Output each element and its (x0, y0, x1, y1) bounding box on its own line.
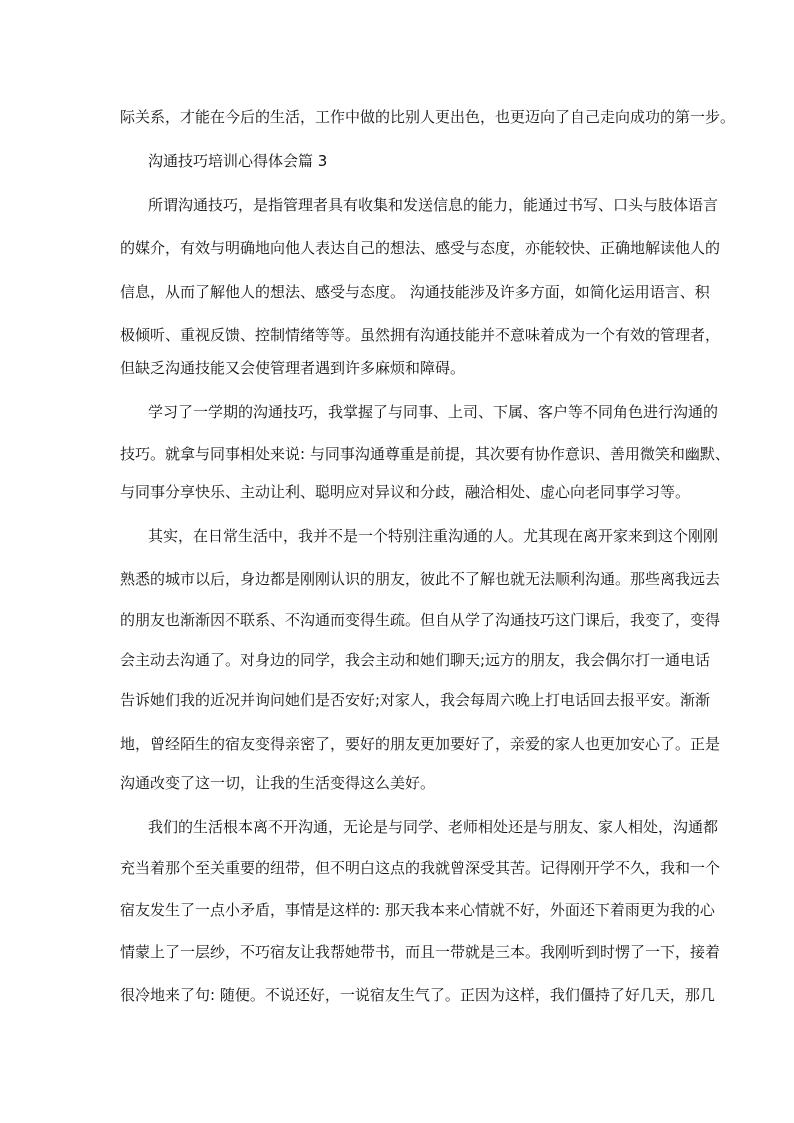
section-heading: 沟通技巧培训心得体会篇 3 (148, 152, 328, 170)
paragraph-line: 地，曾经陌生的宿友变得亲密了，要好的朋友更加要好了，亲爱的家人也更加安心了。正是 (120, 735, 721, 753)
paragraph-line: 学习了一学期的沟通技巧，我掌握了与同事、上司、下属、客户等不同角色进行沟通的 (148, 403, 719, 421)
paragraph-line: 技巧。就拿与同事相处来说: 与同事沟通尊重是前提，其次要有协作意识、善用微笑和幽默、 (120, 445, 730, 463)
paragraph-line: 沟通改变了这一切，让我的生活变得这么美好。 (120, 774, 436, 792)
paragraph-line: 很冷地来了句: 随便。不说还好，一说宿友生气了。正因为这样，我们僵持了好几天，那几 (120, 986, 715, 1004)
paragraph-line: 情蒙上了一层纱，不巧宿友让我帮她带书，而且一带就是三本。我刚听到时愣了一下，接着 (120, 943, 721, 961)
paragraph-line: 所谓沟通技巧，是指管理者具有收集和发送信息的能力，能通过书写、口头与肢体语言 (148, 196, 719, 214)
paragraph-line: 但缺乏沟通技能又会使管理者遇到许多麻烦和障碍。 (120, 359, 466, 377)
paragraph-line: 的媒介，有效与明确地向他人表达自己的想法、感受与态度，亦能较快、正确地解读他人的 (120, 239, 721, 257)
paragraph-line: 我们的生活根本离不开沟通，无论是与同学、老师相处还是与朋友、家人相处，沟通都 (148, 818, 719, 836)
paragraph-line: 告诉她们我的近况并询问她们是否安好;对家人，我会每周六晚上打电话回去报平安。渐渐 (120, 691, 711, 709)
paragraph-line: 极倾听、重视反馈、控制情绪等等。虽然拥有沟通技能并不意味着成为一个有效的管理者， (120, 326, 721, 344)
paragraph-line: 其实，在日常生活中，我并不是一个特别注重沟通的人。尤其现在离开家来到这个刚刚 (148, 527, 719, 545)
paragraph-line: 充当着那个至关重要的纽带，但不明白这点的我就曾深受其苦。记得刚开学不久，我和一个 (120, 859, 721, 877)
paragraph-line: 会主动去沟通了。对身边的同学，我会主动和她们聊天;远方的朋友，我会偶尔打一通电话 (120, 651, 711, 669)
paragraph-line: 际关系，才能在今后的生活，工作中做的比别人更出色，也更迈向了自己走向成功的第一步。 (120, 108, 736, 126)
paragraph-line: 与同事分享快乐、主动让利、聪明应对异议和分歧，融洽相处、虚心向老同事学习等。 (120, 483, 691, 501)
paragraph-line: 信息，从而了解他人的想法、感受与态度。 沟通技能涉及许多方面，如简化运用语言、积 (120, 283, 710, 301)
paragraph-line: 熟悉的城市以后，身边都是刚刚认识的朋友，彼此不了解也就无法顺利沟通。那些离我远去 (120, 570, 721, 588)
paragraph-line: 的朋友也渐渐因不联系、不沟通而变得生疏。但自从学了沟通技巧这门课后，我变了，变得 (120, 611, 721, 629)
paragraph-line: 宿友发生了一点小矛盾，事情是这样的: 那天我本来心情就不好，外面还下着雨更为我的心 (120, 901, 715, 919)
